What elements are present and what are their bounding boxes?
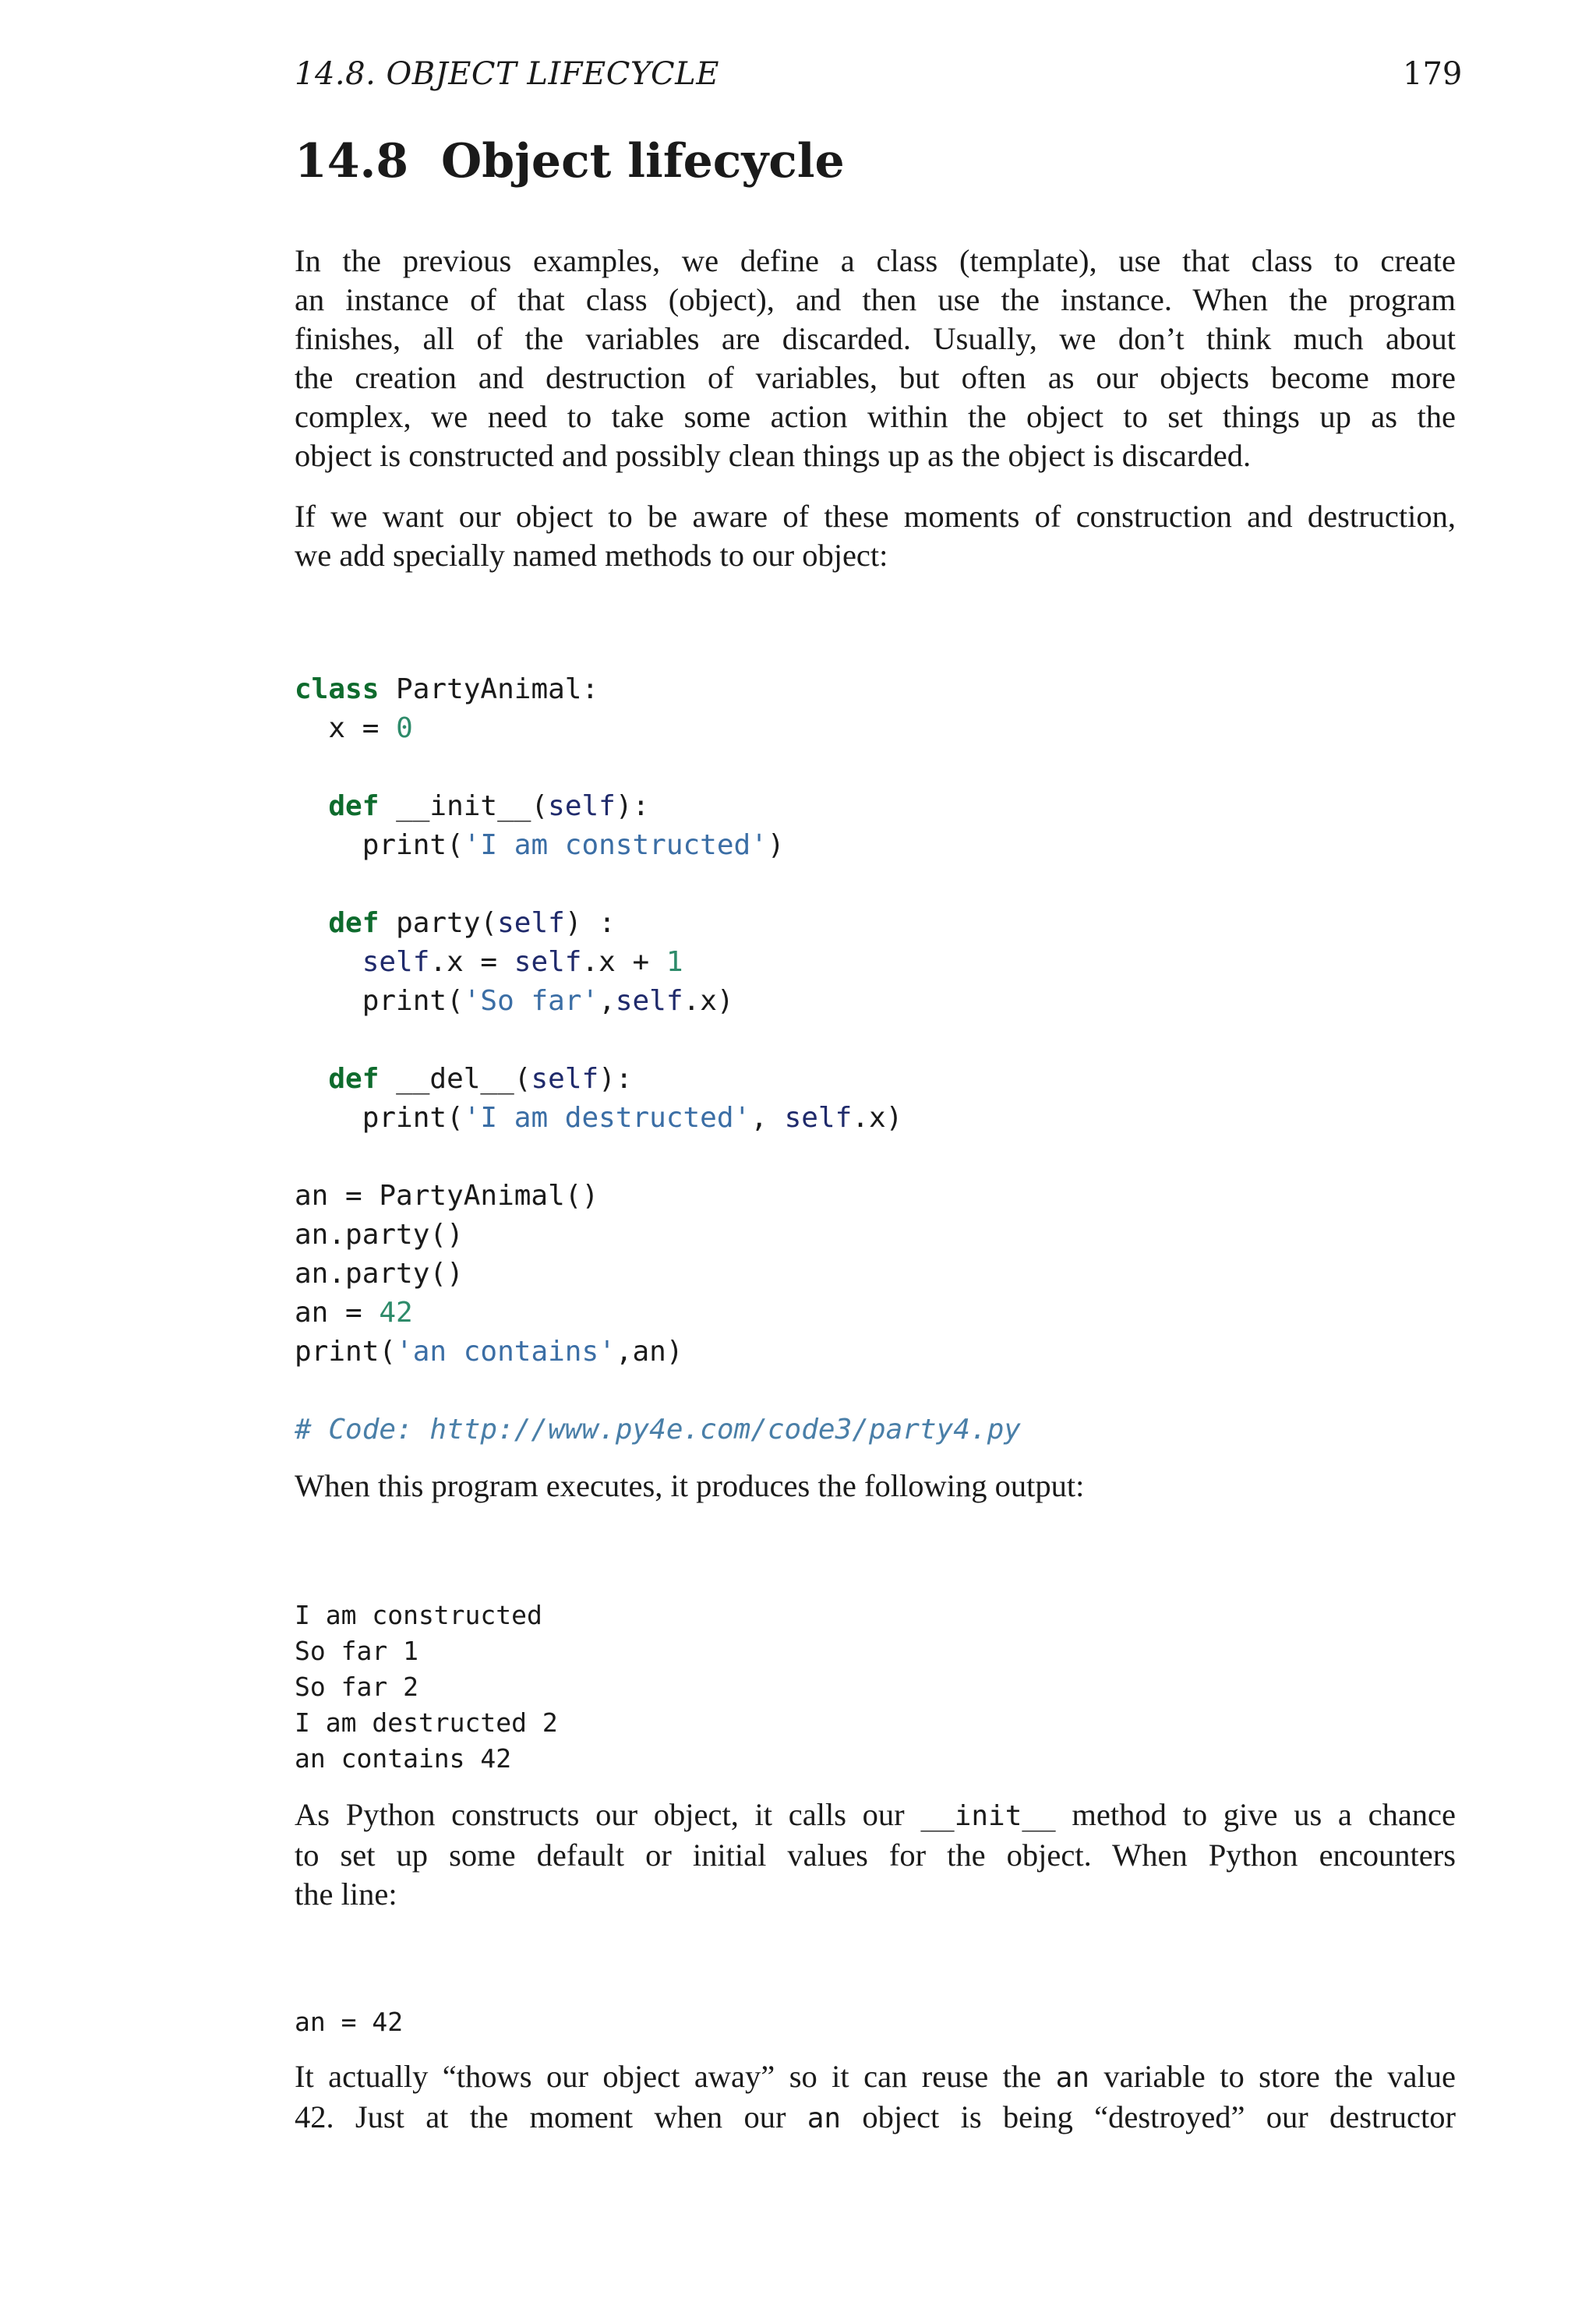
paragraph-destructor [295,2057,1456,2138]
text-line: we add specially named methods to our object: [295,538,888,573]
text-line: the creation and destruction of variables, but often as our objects become more [295,360,1456,395]
code-line: print('So far',self.x) [362,985,734,1017]
text-line: If we want our object to be aware of these moments of construction and destruction, [295,499,1456,534]
section-heading [295,134,845,189]
blank-line [295,865,1021,904]
program-output [295,1562,558,1813]
running-header: 14.8. OBJECT LIFECYCLE [295,56,719,92]
inline-code: __init__ [920,1800,1056,1832]
code-line: an = 42 [295,2007,404,2037]
code-line: def party(self) : [328,907,616,939]
code-comment: # Code: http://www.py4e.com/code3/party4.py [295,1414,1021,1446]
blank-line [295,1021,1021,1060]
code-line: self.x = self.x + 1 [362,946,683,978]
text-line: object is constructed and possibly clean things up as the object is discarded. [295,438,1252,473]
output-line: an contains 42 [295,1743,512,1774]
text-line: the line: [295,1877,397,1912]
text-line: It actually “thows our object away” so it can reuse the an variable to store the value [295,2059,1456,2094]
output-line: So far 1 [295,1636,418,1666]
code-line: x = 0 [328,712,413,744]
output-line: I am constructed [295,1600,542,1630]
blank-line [295,1138,1021,1177]
inline-code: an [807,2102,842,2134]
code-line: print('an contains',an) [295,1336,683,1368]
output-line: So far 2 [295,1672,418,1702]
paragraph-init-explanation [295,1795,1456,1914]
code-line: print('I am destructed', self.x) [362,1102,903,1134]
text-line: 42. Just at the moment when our an object is being “destroyed” our destructor [295,2099,1456,2134]
blank-line [295,1372,1021,1410]
section-number: 14.8 [295,134,409,189]
code-line: an = PartyAnimal() [295,1180,599,1212]
code-line: an = 42 [295,1297,413,1329]
page-number: 179 [1403,56,1463,92]
text-line: an instance of that class (object), and then use the instance. When the program [295,282,1456,317]
text-line: As Python constructs our object, it calls our __init__ method to give us a chance [295,1797,1457,1832]
paragraph-methods [295,497,1456,575]
text-line: to set up some default or initial values for the object. When Python encounters [295,1838,1456,1873]
code-line: def __del__(self): [328,1063,633,1095]
section-title: Object lifecycle [441,134,845,189]
code-line: class PartyAnimal: [295,673,599,705]
paragraph-intro [295,242,1456,475]
text-line: In the previous examples, we define a class (template), use that class to create [295,243,1456,278]
inline-code: an [1055,2062,1089,2094]
code-line: def __init__(self): [328,790,650,822]
text-line: When this program executes, it produces the following output: [295,1468,1085,1503]
code-line: an.party() [295,1219,464,1251]
paragraph-output-intro [295,1467,1456,1506]
code-line: print('I am constructed') [362,829,785,861]
output-line: I am destructed 2 [295,1707,558,1738]
text-line: finishes, all of the variables are discarded. Usually, we don’t think much about [295,321,1456,356]
code-listing [295,631,1021,1488]
text-line: complex, we need to take some action within the object to set things up as the [295,399,1456,434]
blank-line [295,748,1021,787]
code-line: an.party() [295,1258,464,1290]
